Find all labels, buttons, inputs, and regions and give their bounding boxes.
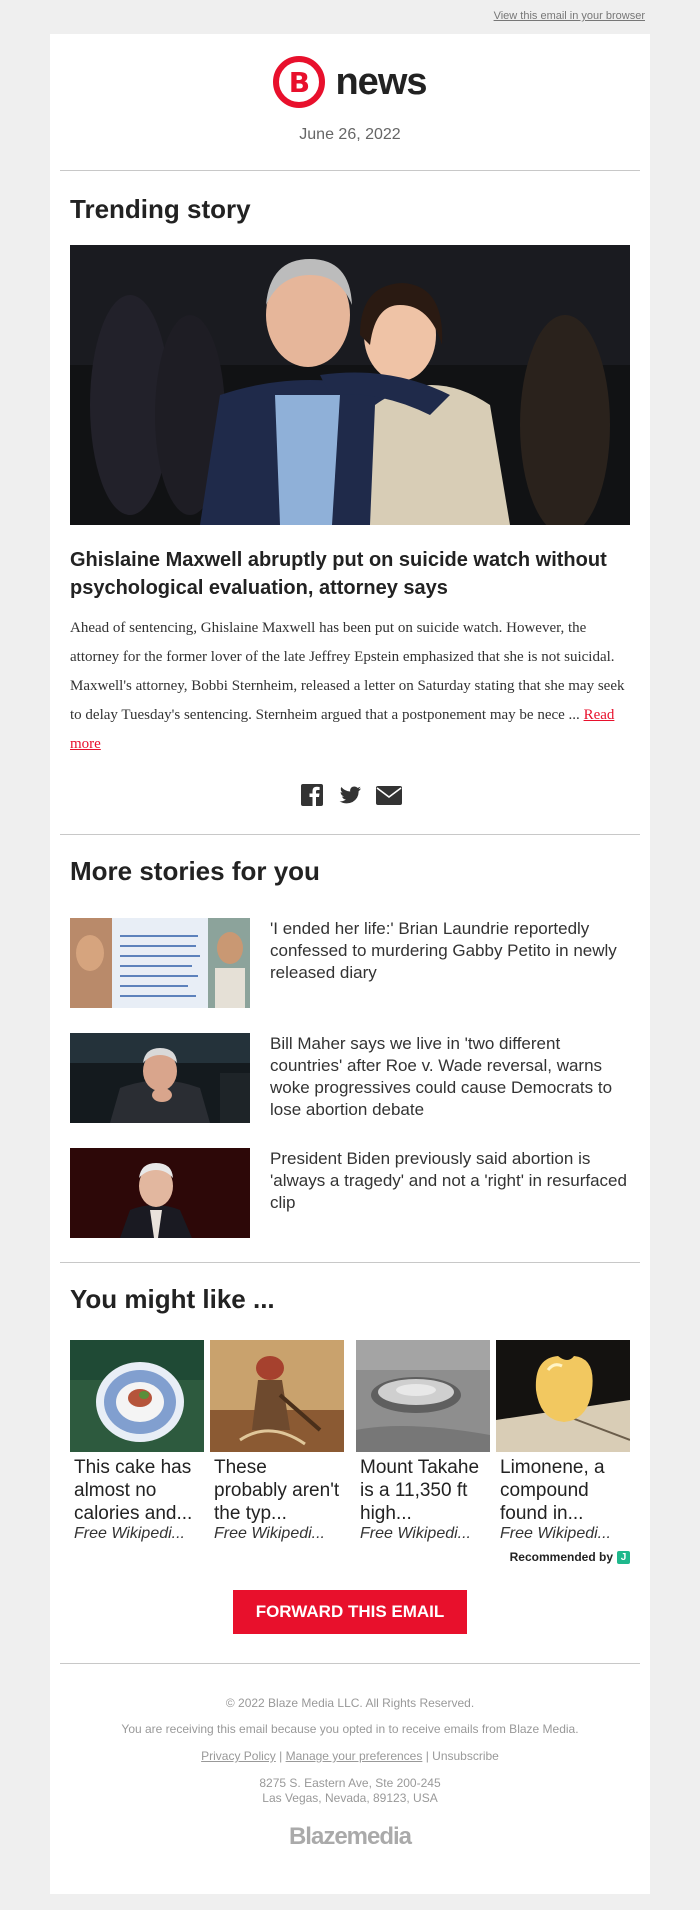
recommendation-card[interactable] [210,1340,344,1543]
divider [60,1663,640,1664]
logo-wordmark: news [335,60,427,103]
story-thumbnail[interactable] [70,1148,250,1238]
news-logo[interactable] [50,52,650,112]
recommendation-title[interactable]: Limonene, a compound found in... [500,1457,605,1524]
recommendation-image[interactable] [356,1340,490,1452]
email-card [50,34,650,1894]
story-item[interactable] [70,1033,630,1123]
more-stories-section-title: More stories for you [70,856,320,886]
divider [60,834,640,835]
email-icon[interactable] [376,783,400,807]
trending-body [70,614,630,759]
blazemedia-logo[interactable]: Blazemedia [288,1823,412,1850]
address-line-2: Las Vegas, Nevada, 89123, USA [262,1791,438,1805]
read-more-link[interactable]: Read more [70,707,615,752]
copyright-text: © 2022 Blaze Media LLC. All Rights Reserved. [225,1696,475,1710]
recommendation-source: Free Wikipedi... [214,1525,325,1542]
recommendation-image[interactable] [210,1340,344,1452]
story-thumbnail[interactable] [70,1033,250,1123]
divider [60,1262,640,1263]
recommendation-title[interactable]: This cake has almost no calories and... [74,1457,193,1524]
recommendation-source: Free Wikipedi... [74,1525,185,1542]
view-in-browser-link[interactable]: View this email in your browser [493,10,645,22]
address-line-1: 8275 S. Eastern Ave, Ste 200-245 [259,1776,441,1790]
manage-preferences-link[interactable]: Manage your preferences [285,1749,423,1763]
story-title[interactable]: President Biden previously said abortion is 'always a tragedy' and not a 'right' in resurfaced clip [270,1149,627,1212]
recommendation-source: Free Wikipedi... [500,1525,611,1542]
trending-section-title: Trending story [70,194,251,224]
recommended-by-label: Recommended by [509,1550,613,1564]
recommendation-card[interactable] [496,1340,630,1543]
footer-links [50,1749,650,1763]
share-icons [50,783,650,807]
recommended-by[interactable] [510,1550,630,1564]
story-item[interactable] [70,1148,630,1238]
trending-headline[interactable]: Ghislaine Maxwell abruptly put on suicide watch without psychological evaluation, attorney says [70,549,607,599]
trending-body-text: Ahead of sentencing, Ghislaine Maxwell has been put on suicide watch. However, the attorney for the former lover of the late Jeffrey Epstein emphasized that she is not suicidal. Maxwell's attorney, Bobbi Sternheim, released a letter on Saturday stating that she may seek to delay Tuesday's sentencing. Sternheim argued that a postponement may be nece ... [70,620,625,723]
recommendation-image[interactable] [496,1340,630,1452]
trending-story-image[interactable] [70,245,630,525]
recommendation-card[interactable] [356,1340,490,1543]
recommendation-title[interactable]: Mount Takahe is a 11,350 ft high... [360,1457,480,1524]
recommendation-card[interactable] [70,1340,204,1543]
story-thumbnail[interactable] [70,918,250,1008]
separator: | [279,1749,286,1763]
separator: | [425,1749,433,1763]
revcontent-logo-icon: J [617,1551,630,1564]
recommendation-title[interactable]: These probably aren't the typ... [214,1457,340,1524]
story-title[interactable]: Bill Maher says we live in 'two different countries' after Roe v. Wade reversal, warns woke progressives could cause Democrats to lose abortion debate [270,1034,613,1119]
email-date: June 26, 2022 [299,126,401,143]
opt-in-text: You are receiving this email because you opted in to receive emails from Blaze Media. [121,1722,579,1736]
twitter-icon[interactable] [338,783,362,807]
facebook-icon[interactable] [300,783,324,807]
forward-email-button[interactable]: FORWARD THIS EMAIL [233,1590,467,1634]
blaze-b-icon: B [273,56,325,108]
story-item[interactable] [70,918,630,1008]
divider [60,170,640,171]
might-like-section-title: You might like ... [70,1284,275,1314]
recommendation-source: Free Wikipedi... [360,1525,471,1542]
unsubscribe-link[interactable]: Unsubscribe [432,1749,499,1763]
story-title[interactable]: 'I ended her life:' Brian Laundrie reportedly confessed to murdering Gabby Petito in newly released diary [270,919,617,982]
recommendation-image[interactable] [70,1340,204,1452]
privacy-policy-link[interactable]: Privacy Policy [201,1749,276,1763]
